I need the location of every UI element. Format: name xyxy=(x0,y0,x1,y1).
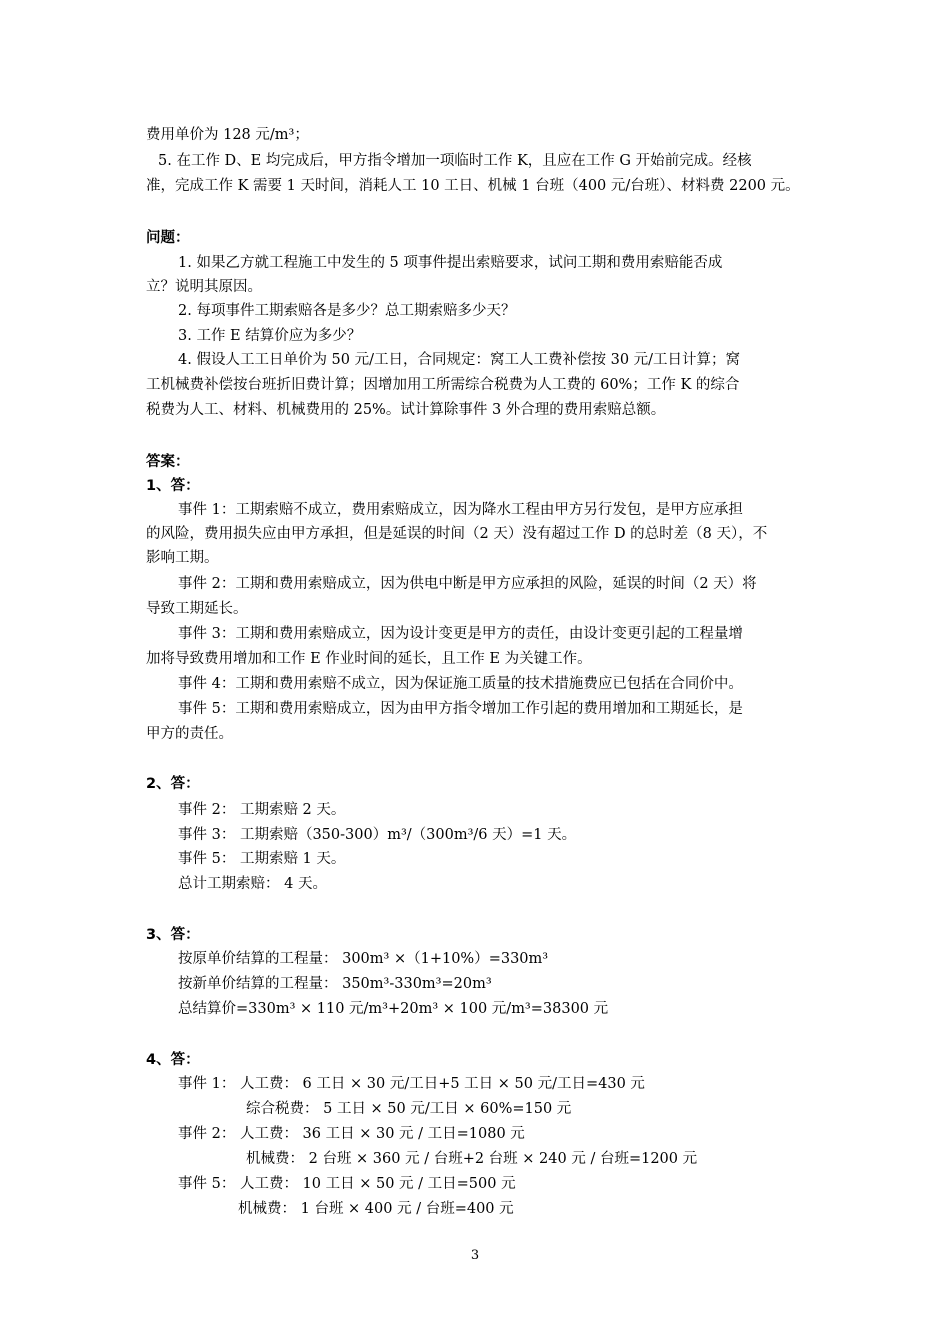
questions-heading: 问题： xyxy=(146,230,190,246)
answer-line: 事件 5： 人工费： 10 工日 × 50 元 / 工日=500 元 xyxy=(178,1176,516,1192)
question-line: 1. 如果乙方就工程施工中发生的 5 项事件提出索赔要求，试问工期和费用索赔能否成 xyxy=(178,255,723,271)
answer-1-heading: 1、答： xyxy=(146,478,200,494)
question-line: 工机械费补偿按台班折旧费计算；因增加用工所需综合税费为人工费的 60%；工作 K 的综合 xyxy=(146,377,740,393)
answer-line: 事件 5： 工期索赔 1 天。 xyxy=(178,851,346,867)
answer-line: 事件 1：工期索赔不成立，费用索赔成立，因为降水工程由甲方另行发包，是甲方应承担 xyxy=(178,502,743,518)
answer-line: 事件 3： 工期索赔（350-300）m³/（300m³/6 天）=1 天。 xyxy=(178,827,577,843)
answer-line: 机械费： 1 台班 × 400 元 / 台班=400 元 xyxy=(238,1201,514,1217)
answers-heading: 答案： xyxy=(146,454,190,470)
answer-line: 事件 2：工期和费用索赔成立，因为供电中断是甲方应承担的风险，延误的时间（2 天）将 xyxy=(178,576,757,592)
answer-line: 事件 3：工期和费用索赔成立，因为设计变更是甲方的责任，由设计变更引起的工程量增 xyxy=(178,626,743,642)
intro-line: 准，完成工作 K 需要 1 天时间，消耗人工 10 工日、机械 1 台班（400 元/台班）、材料费 2200 元。 xyxy=(146,178,800,194)
answer-line: 总计工期索赔： 4 天。 xyxy=(178,876,327,892)
answer-2-heading: 2、答： xyxy=(146,776,200,792)
answer-line: 按新单价结算的工程量： 350m³-330m³=20m³ xyxy=(178,976,492,992)
question-line: 3. 工作 E 结算价应为多少？ xyxy=(178,328,362,344)
answer-3-heading: 3、答： xyxy=(146,927,200,943)
answer-line: 事件 1： 人工费： 6 工日 × 30 元/工日+5 工日 × 50 元/工日=430 元 xyxy=(178,1076,645,1092)
question-line: 4. 假设人工工日单价为 50 元/工日，合同规定：窝工人工费补偿按 30 元/工日计算；窝 xyxy=(178,352,741,368)
page-number: 3 xyxy=(470,1248,480,1263)
answer-line: 事件 5：工期和费用索赔成立，因为由甲方指令增加工作引起的费用增加和工期延长，是 xyxy=(178,701,743,717)
answer-line: 影响工期。 xyxy=(146,550,219,566)
answer-line: 导致工期延长。 xyxy=(146,601,248,617)
intro-line: 5. 在工作 D、E 均完成后，甲方指令增加一项临时工作 K，且应在工作 G 开始前完成。经核 xyxy=(158,153,752,169)
question-line: 立？说明其原因。 xyxy=(146,279,262,295)
intro-line: 费用单价为 128 元/m³； xyxy=(146,127,309,143)
answer-line: 总结算价=330m³ × 110 元/m³+20m³ × 100 元/m³=38300 元 xyxy=(178,1001,609,1017)
answer-line: 加将导致费用增加和工作 E 作业时间的延长，且工作 E 为关键工作。 xyxy=(146,651,592,667)
answer-line: 事件 2： 人工费： 36 工日 × 30 元 / 工日=1080 元 xyxy=(178,1126,525,1142)
answer-line: 甲方的责任。 xyxy=(146,726,233,742)
answer-line: 的风险，费用损失应由甲方承担，但是延误的时间（2 天）没有超过工作 D 的总时差（8 天），不 xyxy=(146,526,768,542)
answer-line: 按原单价结算的工程量： 300m³ ×（1+10%）=330m³ xyxy=(178,951,549,967)
answer-line: 事件 4：工期和费用索赔不成立，因为保证施工质量的技术措施费应已包括在合同价中。 xyxy=(178,676,743,692)
question-line: 税费为人工、材料、机械费用的 25%。试计算除事件 3 外合理的费用索赔总额。 xyxy=(146,402,666,418)
answer-line: 综合税费： 5 工日 × 50 元/工日 × 60%=150 元 xyxy=(246,1101,572,1117)
answer-line: 事件 2： 工期索赔 2 天。 xyxy=(178,802,346,818)
answer-4-heading: 4、答： xyxy=(146,1052,200,1068)
question-line: 2. 每项事件工期索赔各是多少？总工期索赔多少天？ xyxy=(178,303,516,319)
answer-line: 机械费： 2 台班 × 360 元 / 台班+2 台班 × 240 元 / 台班=1200 元 xyxy=(246,1151,698,1167)
